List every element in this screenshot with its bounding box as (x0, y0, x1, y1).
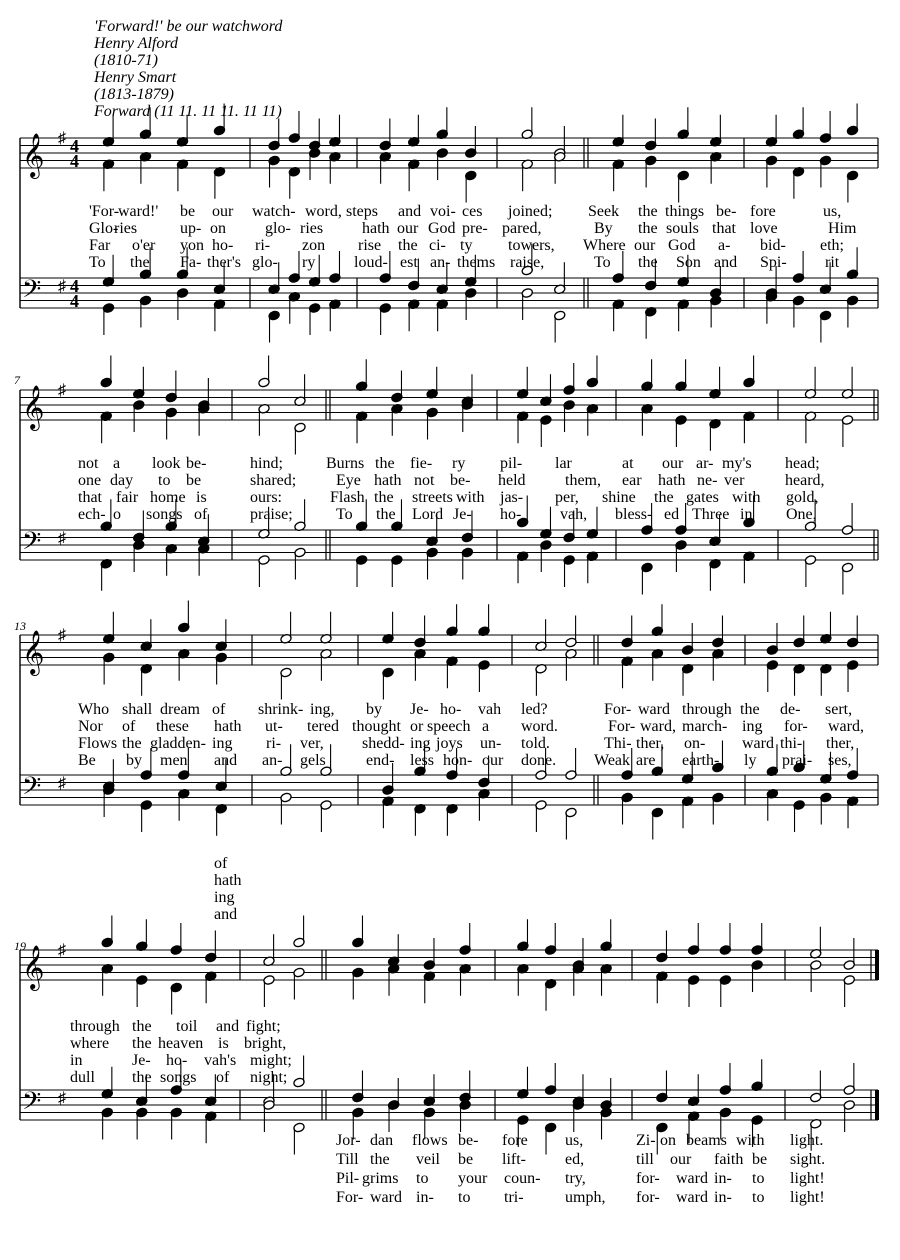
lyric-syllable: be (458, 1151, 474, 1168)
lyric-syllable: ed, (565, 1151, 585, 1168)
lyric-syllable: ly (744, 752, 757, 769)
lyric-syllable: vah's (204, 1052, 237, 1069)
lyric-syllable: to (752, 1170, 765, 1187)
lyric-syllable: To (336, 506, 353, 523)
lyric-syllable: flows (412, 1132, 448, 1149)
lyric-syllable: and (398, 203, 422, 220)
lyric-syllable: us, (565, 1132, 584, 1149)
lyric-syllable: are (636, 752, 656, 769)
lyric-syllable: ward, (828, 718, 864, 735)
lyric-syllable: Nor (78, 718, 103, 735)
lyric-syllable: ver, (300, 735, 324, 752)
lyric-syllable: 'For- (89, 203, 120, 220)
lyric-syllable: by (126, 752, 142, 769)
lyric-syllable: ho- (166, 1052, 188, 1069)
lyric-syllable: the (638, 220, 658, 237)
lyric-syllable: not (414, 472, 435, 489)
lyric-syllable: to (752, 1189, 765, 1206)
lyric-syllable: held (498, 472, 526, 489)
lyric-syllable: glo- (265, 220, 291, 237)
bass-clef-icon: 𝄢 (22, 276, 42, 309)
lyric-syllable: Je- (132, 1052, 151, 1069)
lyric-syllable: Spi- (760, 254, 787, 271)
lyric-syllable: of (216, 1069, 230, 1086)
lyric-syllable: voi- (430, 203, 456, 220)
key-signature-sharp-icon: ♯ (58, 382, 66, 399)
lyric-syllable: ing, (310, 701, 335, 718)
key-signature-sharp-icon: ♯ (58, 775, 66, 792)
lyric-syllable: light! (790, 1189, 825, 1206)
lyric-syllable: with (456, 489, 485, 506)
lyric-syllable: ear (622, 472, 642, 489)
lyric-syllable: per, (555, 489, 579, 506)
lyric-syllable: ward (638, 701, 670, 718)
lyric-syllable: ne- (697, 472, 718, 489)
lyric-syllable: my's (722, 455, 752, 472)
lyric-syllable: that (712, 220, 736, 237)
lyric-syllable: Till (336, 1151, 359, 1168)
lyric-syllable: ri- (266, 735, 282, 752)
lyric-syllable: tered (307, 718, 339, 735)
lyric-syllable: be- (716, 203, 737, 220)
lyric-syllable: of (194, 506, 208, 523)
lyric-syllable: ry (452, 455, 466, 472)
lyric-syllable: umph, (565, 1189, 606, 1206)
key-signature-sharp-icon: ♯ (58, 130, 66, 147)
lyric-syllable: of (212, 701, 226, 718)
lyric-syllable: earth- (682, 752, 720, 769)
lyric-syllable: lar (555, 455, 572, 472)
lyric-syllable: hath (214, 718, 242, 735)
lyric-syllable: fore (502, 1132, 528, 1149)
lyric-syllable: the (370, 1151, 390, 1168)
lyric-syllable: be (186, 472, 202, 489)
lyric-syllable: jas- (500, 489, 524, 506)
lyric-syllable: speech (427, 718, 471, 735)
lyric-syllable: ed (664, 506, 680, 523)
measure-number: 13 (14, 619, 26, 633)
lyric-syllable: For- (336, 1189, 364, 1206)
lyric-syllable: ry (302, 254, 316, 271)
lyric-syllable: towers, (508, 237, 555, 254)
key-signature-sharp-icon: ♯ (58, 278, 66, 295)
lyric-syllable: loud- (354, 254, 388, 271)
measure-number: 19 (14, 939, 26, 953)
lyric-syllable: up- (180, 220, 202, 237)
lyric-syllable: in- (714, 1170, 732, 1187)
lyric-syllable: one (78, 472, 102, 489)
lyric-syllable: gold, (786, 489, 819, 506)
lyric-syllable: thi- (780, 735, 803, 752)
lyric-syllable: toil (176, 1018, 198, 1035)
lyric-syllable: streets (412, 489, 453, 506)
key-signature-sharp-icon: ♯ (58, 942, 66, 959)
key-signature-sharp-icon: ♯ (58, 1090, 66, 1107)
lyric-syllable: on- (684, 735, 706, 752)
lyric-syllable: our (670, 1151, 692, 1168)
lyric-syllable: an- (262, 752, 283, 769)
lyric-syllable: Flows (78, 735, 118, 752)
lyric-syllable: ward, (640, 718, 676, 735)
lyric-syllable: Son (676, 254, 701, 271)
lyric-syllable: glo- (252, 254, 278, 271)
lyric-syllable: beams (686, 1132, 727, 1149)
lyric-syllable: gladden- (150, 735, 206, 752)
lyric-syllable: Far (89, 237, 111, 254)
lyric-syllable: fore (750, 203, 776, 220)
lyric-syllable: songs (146, 506, 183, 523)
lyric-syllable: ward (676, 1170, 708, 1187)
lyric-syllable: light. (790, 1132, 824, 1149)
lyric-syllable: vah (478, 701, 502, 718)
lyric-syllable: Be (78, 752, 96, 769)
lyric-syllable: the (130, 254, 150, 271)
lyric-syllable: the (654, 489, 674, 506)
lyric-syllable: raise, (510, 254, 545, 271)
lyric-syllable: is (218, 1035, 229, 1052)
lyric-syllable: light! (790, 1170, 825, 1187)
lyric-syllable: o'er (132, 237, 156, 254)
lyric-syllable: rit (825, 254, 840, 271)
lyric-syllable: end- (366, 752, 395, 769)
lyric-syllable: Eye (336, 472, 361, 489)
lyricist-name: Henry Alford (94, 35, 178, 52)
lyric-syllable: word. (521, 718, 558, 735)
lyric-syllable: ward (676, 1189, 708, 1206)
lyric-syllable: heaven (158, 1035, 204, 1052)
lyric-syllable: the (375, 455, 395, 472)
lyric-syllable: not (78, 455, 99, 472)
time-signature: 4 (70, 276, 79, 296)
lyric-syllable: faith (714, 1151, 744, 1168)
lyric-syllable: ries (300, 220, 324, 237)
lyric-syllable: might; (250, 1052, 292, 1069)
lyric-syllable: with (736, 1132, 765, 1149)
lyric-syllable: and (216, 1018, 240, 1035)
lyric-syllable: joined; (508, 203, 553, 220)
lyric-syllable: our (212, 203, 234, 220)
lyric-syllable: hind; (250, 455, 283, 472)
lyric-syllable: done. (521, 752, 557, 769)
lyric-syllable: these (156, 718, 189, 735)
lyric-syllable: a (482, 718, 490, 735)
lyric-syllable: us, (823, 203, 842, 220)
lyric-syllable: praise; (250, 506, 293, 523)
lyric-syllable: Je- (453, 506, 472, 523)
treble-clef-icon: 𝄞 (22, 632, 45, 674)
lyric-syllable: pared, (502, 220, 542, 237)
composer-dates: (1813-1879) (94, 86, 174, 103)
lyric-syllable: the (122, 735, 142, 752)
lyric-syllable: look (152, 455, 181, 472)
lyric-syllable: less (410, 752, 434, 769)
treble-clef-icon: 𝄞 (22, 947, 45, 989)
lyricist-dates: (1810-71) (94, 52, 158, 69)
lyric-syllable: night; (250, 1069, 288, 1086)
lyric-syllable: ho- (500, 506, 522, 523)
lyric-syllable: be (180, 203, 196, 220)
lyric-syllable: prai- (782, 752, 813, 769)
lyric-syllable: ver (724, 472, 745, 489)
lyric-syllable: Pil- (336, 1170, 360, 1187)
lyric-syllable: vah, (560, 506, 588, 523)
lyric-syllable: ri- (255, 237, 271, 254)
lyric-syllable: Zi- (636, 1132, 656, 1149)
lyric-syllable: the (740, 701, 760, 718)
lyric-syllable: bless- (615, 506, 653, 523)
lyric-syllable: Je- (410, 701, 429, 718)
lyric-syllable: Glo- (89, 220, 119, 237)
lyric-syllable: For- (604, 701, 632, 718)
lyric-syllable: head; (785, 455, 820, 472)
lyric-syllable: the (132, 1035, 152, 1052)
lyric-syllable: Fa- (180, 254, 202, 271)
lyric-syllable: gels (300, 752, 326, 769)
composer-name: Henry Smart (94, 69, 177, 86)
hymn-title: 'Forward!' be our watchword (94, 18, 283, 35)
lyric-syllable: the (398, 237, 418, 254)
lyric-syllable: de- (780, 701, 801, 718)
lyric-syllable: be- (450, 472, 471, 489)
lyric-syllable: ut- (265, 718, 283, 735)
lyric-syllable: or (410, 718, 424, 735)
lyric-syllable: your (458, 1170, 488, 1187)
bass-clef-icon: 𝄢 (22, 773, 42, 806)
lyric-syllable: dull (70, 1069, 95, 1086)
lyric-syllable: sert, (825, 701, 853, 718)
lyric-syllable: things (665, 203, 705, 220)
lyric-syllable: the (376, 506, 396, 523)
lyric-syllable: told. (521, 735, 550, 752)
time-signature: 4 (70, 291, 79, 311)
lyric-syllable: coun- (504, 1170, 541, 1187)
lyric-syllable: fie- (410, 455, 433, 472)
lyric-syllable: dream (160, 701, 200, 718)
lyric-syllable: hath (374, 472, 402, 489)
lyric-syllable: lift- (502, 1151, 526, 1168)
lyric-syllable: on (210, 220, 226, 237)
lyric-syllable: shall (122, 701, 153, 718)
lyric-syllable: the (638, 203, 658, 220)
lyric-syllable: est (400, 254, 418, 271)
lyric-syllable: for- (636, 1170, 660, 1187)
lyric-syllable: To (89, 254, 106, 271)
lyric-syllable: dan (370, 1132, 394, 1149)
lyric-syllable: To (594, 254, 611, 271)
lyric-syllable: ours: (250, 489, 282, 506)
lyric-syllable: march- (682, 718, 728, 735)
lyric-syllable: our (482, 752, 504, 769)
time-signature: 4 (70, 136, 79, 156)
lyric-syllable: ing (214, 889, 235, 906)
lyric-syllable: led? (521, 701, 548, 718)
lyric-syllable: eth; (820, 237, 844, 254)
time-signature: 4 (70, 151, 79, 171)
lyric-syllable: Him (828, 220, 857, 237)
lyric-syllable: hon- (443, 752, 473, 769)
lyric-syllable: and (714, 254, 738, 271)
lyric-syllable: ries (114, 220, 138, 237)
lyric-syllable: ech- (78, 506, 106, 523)
lyric-syllable: o (113, 506, 121, 523)
lyric-syllable: Thi- (604, 735, 632, 752)
lyric-syllable: love (750, 220, 778, 237)
lyric-syllable: Seek (588, 203, 620, 220)
lyric-syllable: grims (362, 1170, 399, 1187)
lyric-syllable: in (70, 1052, 83, 1069)
lyric-syllable: un- (480, 735, 502, 752)
lyric-syllable: ward (742, 735, 774, 752)
lyric-syllable: an- (430, 254, 451, 271)
lyric-syllable: ho- (212, 237, 234, 254)
lyric-syllable: hath (658, 472, 686, 489)
lyric-syllable: to (158, 472, 171, 489)
lyric-syllable: yon (180, 237, 204, 254)
bass-clef-icon: 𝄢 (22, 528, 42, 561)
lyric-syllable: word, (305, 203, 342, 220)
lyric-syllable: ward!' (118, 203, 159, 220)
lyric-syllable: that (78, 489, 102, 506)
lyric-syllable: for- (636, 1189, 660, 1206)
lyric-syllable: ho- (440, 701, 462, 718)
lyric-syllable: Burns (326, 455, 365, 472)
lyric-syllable: shared; (250, 472, 297, 489)
lyric-syllable: thems (457, 254, 496, 271)
lyric-syllable: with (732, 489, 761, 506)
lyric-syllable: fair (116, 489, 139, 506)
lyric-syllable: ces (462, 203, 483, 220)
lyric-syllable: the (638, 254, 658, 271)
lyric-syllable: them, (565, 472, 601, 489)
lyric-syllable: where (70, 1035, 110, 1052)
lyric-syllable: at (622, 455, 634, 472)
lyric-syllable: ing (410, 735, 431, 752)
lyric-syllable: hath (362, 220, 390, 237)
lyric-syllable: shedd- (362, 735, 405, 752)
lyric-syllable: gates (686, 489, 719, 506)
lyric-syllable: zon (302, 237, 326, 254)
key-signature-sharp-icon: ♯ (58, 530, 66, 547)
lyric-syllable: bid- (760, 237, 786, 254)
treble-clef-icon: 𝄞 (22, 387, 45, 429)
lyric-syllable: God (428, 220, 456, 237)
lyric-syllable: be- (186, 455, 207, 472)
lyric-syllable: by (366, 701, 382, 718)
lyric-syllable: till (636, 1151, 654, 1168)
bass-clef-icon: 𝄢 (22, 1088, 42, 1121)
lyric-syllable: pil- (500, 455, 523, 472)
lyric-syllable: By (594, 220, 613, 237)
lyric-syllable: in (740, 506, 753, 523)
lyric-syllable: Jor- (336, 1132, 361, 1149)
tune-meter: Forward (11 11. 11 11. 11 11) (94, 103, 282, 120)
lyric-syllable: One, (786, 506, 817, 523)
lyric-syllable: the (132, 1018, 152, 1035)
lyric-syllable: ar- (696, 455, 714, 472)
lyric-syllable: shine (602, 489, 636, 506)
lyric-syllable: of (214, 855, 228, 872)
lyric-syllable: ing (212, 735, 233, 752)
measure-number: 7 (14, 373, 20, 387)
lyric-syllable: veil (416, 1151, 440, 1168)
lyric-syllable: be- (458, 1132, 479, 1149)
lyric-syllable: our (397, 220, 419, 237)
lyric-syllable: in- (714, 1189, 732, 1206)
lyric-syllable: day (110, 472, 134, 489)
lyric-syllable: in- (416, 1189, 434, 1206)
lyric-syllable: sight. (790, 1151, 826, 1168)
lyric-syllable: thought (352, 718, 401, 735)
lyric-syllable: hath (214, 872, 242, 889)
lyric-syllable: to (458, 1189, 471, 1206)
lyric-syllable: Three (692, 506, 730, 523)
lyric-syllable: rise (358, 237, 382, 254)
lyric-syllable: our (662, 455, 684, 472)
lyric-syllable: steps (346, 203, 378, 220)
lyric-syllable: God (668, 237, 696, 254)
lyric-syllable: ci- (429, 237, 446, 254)
lyric-syllable: heard, (785, 472, 825, 489)
lyric-syllable: a- (718, 237, 731, 254)
lyric-syllable: songs (160, 1069, 197, 1086)
key-signature-sharp-icon: ♯ (58, 627, 66, 644)
lyric-syllable: try, (565, 1170, 586, 1187)
lyric-syllable: pre- (462, 220, 488, 237)
lyric-syllable: bright, (244, 1035, 287, 1052)
lyric-syllable: home (150, 489, 186, 506)
lyric-syllable: through (70, 1018, 120, 1035)
lyric-syllable: to (416, 1170, 429, 1187)
lyric-syllable: Who (78, 701, 110, 718)
lyric-syllable: through (682, 701, 732, 718)
lyric-syllable: Lord (412, 506, 444, 523)
lyric-syllable: a (113, 455, 121, 472)
lyric-syllable: is (196, 489, 207, 506)
lyric-syllable: on (660, 1132, 676, 1149)
lyric-syllable: ther's (207, 254, 241, 271)
treble-clef-icon: 𝄞 (22, 135, 45, 177)
lyric-syllable: Weak (594, 752, 631, 769)
lyric-syllable: of (122, 718, 136, 735)
lyric-syllable: our (634, 237, 656, 254)
lyric-syllable: ty (460, 237, 473, 254)
lyric-syllable: fight; (246, 1018, 281, 1035)
lyric-syllable: Flash (330, 489, 365, 506)
lyric-syllable: and (214, 906, 238, 923)
lyric-syllable: watch- (252, 203, 296, 220)
lyric-syllable: men (160, 752, 188, 769)
lyric-syllable: the (374, 489, 394, 506)
lyric-syllable: and (214, 752, 238, 769)
lyric-syllable: ward (370, 1189, 402, 1206)
lyric-syllable: tri- (504, 1189, 524, 1206)
lyric-syllable: ses, (828, 752, 852, 769)
lyric-syllable: the (132, 1069, 152, 1086)
lyric-syllable: For- (608, 718, 636, 735)
lyric-syllable: ther, (636, 735, 665, 752)
lyric-syllable: Where (583, 237, 626, 254)
lyric-syllable: shrink- (258, 701, 304, 718)
lyric-syllable: ing (742, 718, 763, 735)
lyric-syllable: souls (666, 220, 699, 237)
lyric-syllable: ther, (826, 735, 855, 752)
lyric-syllable: joys (436, 735, 463, 752)
lyric-syllable: be (752, 1151, 768, 1168)
lyric-syllable: for- (784, 718, 808, 735)
